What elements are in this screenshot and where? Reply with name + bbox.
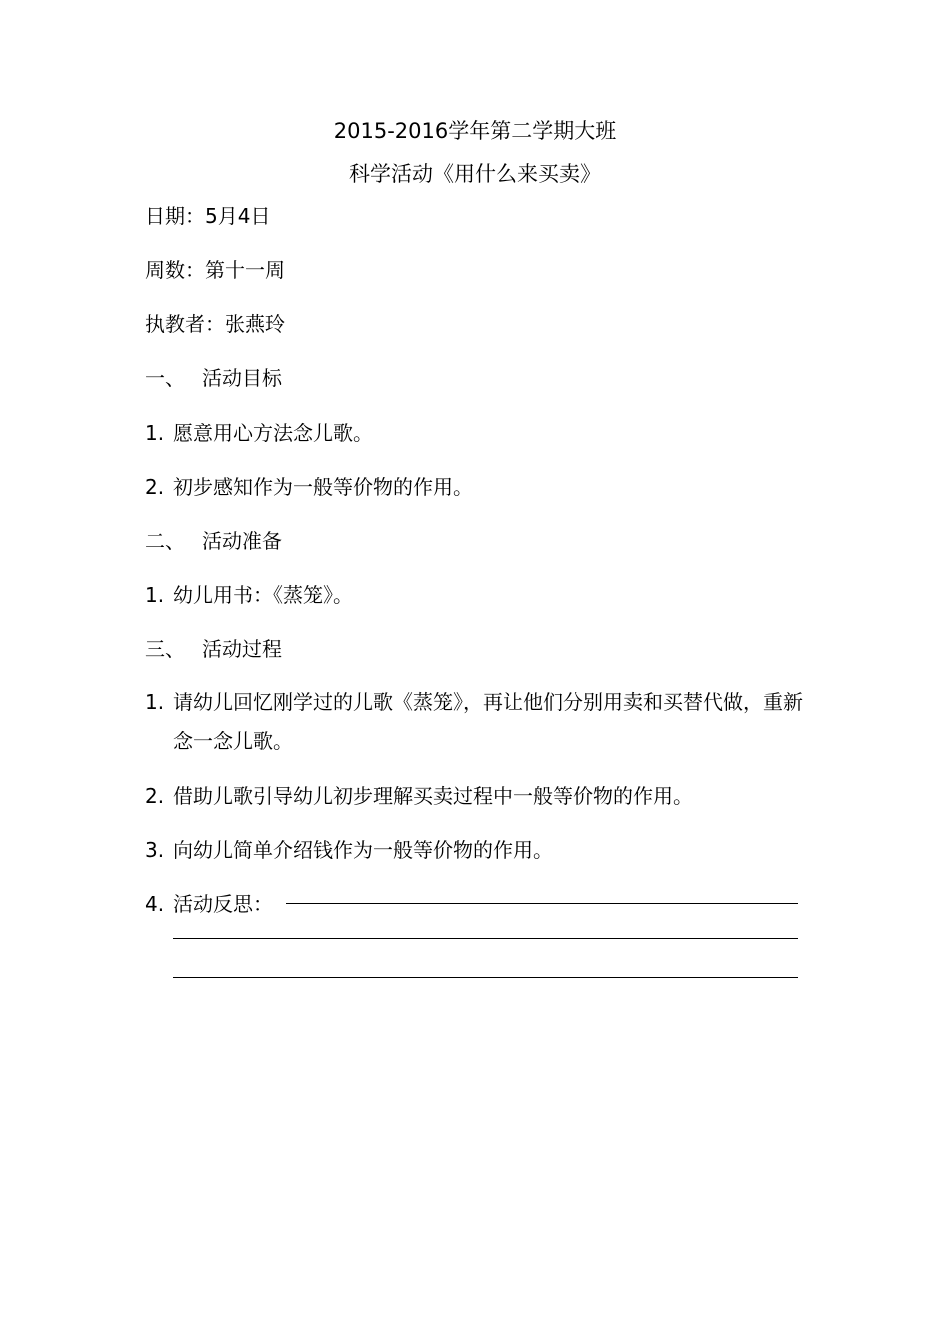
section-title: 活动过程 bbox=[202, 637, 282, 661]
item-number: 3. bbox=[145, 838, 165, 862]
section-heading bbox=[145, 635, 805, 663]
list-item bbox=[145, 419, 805, 447]
item-number: 4. bbox=[145, 892, 165, 916]
item-text: 请幼儿回忆刚学过的儿歌《蒸笼》，再让他们分别用卖和买替代做，重新念一念儿歌。 bbox=[173, 690, 803, 753]
section-number: 二、 bbox=[145, 529, 185, 553]
list-item bbox=[145, 836, 805, 864]
reflection-blank-line bbox=[173, 938, 798, 939]
list-item bbox=[145, 890, 805, 918]
item-number: 1. bbox=[145, 690, 165, 714]
list-item bbox=[145, 782, 805, 810]
info-week: 周数：第十一周 bbox=[145, 258, 285, 282]
list-item bbox=[145, 683, 805, 761]
item-number: 2. bbox=[145, 784, 165, 808]
item-text: 初步感知作为一般等价物的作用。 bbox=[173, 475, 473, 499]
section-title: 活动准备 bbox=[202, 529, 282, 553]
info-date: 日期：5月4日 bbox=[145, 204, 271, 228]
item-text: 愿意用心方法念儿歌。 bbox=[173, 421, 373, 445]
list-item bbox=[145, 473, 805, 501]
info-teacher: 执教者：张燕玲 bbox=[145, 312, 285, 336]
document-title-line1: 2015-2016学年第二学期大班 bbox=[333, 119, 617, 143]
item-text: 借助儿歌引导幼儿初步理解买卖过程中一般等价物的作用。 bbox=[173, 784, 693, 808]
item-number: 2. bbox=[145, 475, 165, 499]
section-heading bbox=[145, 527, 805, 555]
list-item bbox=[145, 581, 805, 609]
section-title: 活动目标 bbox=[202, 366, 282, 390]
item-number: 1. bbox=[145, 583, 165, 607]
item-text: 幼儿用书：《蒸笼》。 bbox=[173, 583, 353, 607]
item-number: 1. bbox=[145, 421, 165, 445]
item-text: 活动反思： bbox=[173, 892, 273, 916]
section-number: 三、 bbox=[145, 637, 185, 661]
item-text: 向幼儿简单介绍钱作为一般等价物的作用。 bbox=[173, 838, 553, 862]
section-heading bbox=[145, 364, 805, 392]
document-title-line2: 科学活动《用什么来买卖》 bbox=[349, 162, 601, 186]
reflection-blank-line bbox=[286, 903, 798, 904]
section-number: 一、 bbox=[145, 366, 185, 390]
reflection-blank-line bbox=[173, 977, 798, 978]
